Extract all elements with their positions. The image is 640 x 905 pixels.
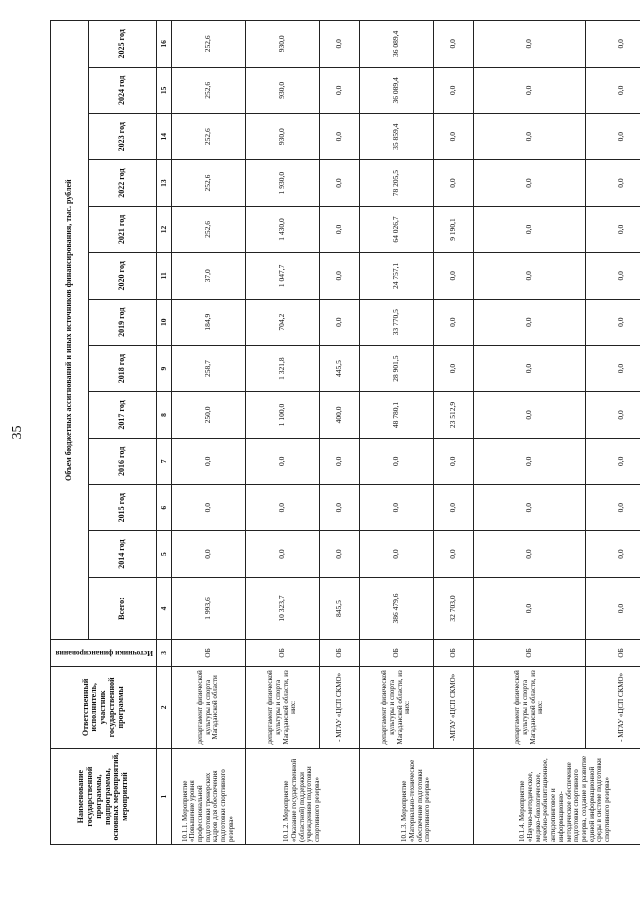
- row-value: 0,0: [474, 160, 586, 206]
- row-value: 37,0: [172, 253, 246, 299]
- row-value: 0,0: [586, 392, 640, 438]
- column-index: 2: [157, 666, 172, 749]
- row-source: ОБ: [434, 640, 474, 666]
- header-year: 2021 год: [89, 206, 157, 252]
- row-source: ОБ: [172, 640, 246, 666]
- row-value: 0,0: [320, 299, 360, 345]
- row-value: 704,2: [246, 299, 320, 345]
- column-index: 3: [157, 640, 172, 666]
- row-value: 0,0: [320, 253, 360, 299]
- row-name: 10.1.4. Мероприятие «Научно-методическое, медико-биологическое, лечебно-реабилитационное, антидопинговое и информационно-методическое обеспечение подготовки спортивного резерва, создание и развитие единой информационной среды в системе подготовки спортивного резерва»: [474, 749, 640, 845]
- row-value: 1 321,8: [246, 345, 320, 391]
- row-value: 0,0: [434, 160, 474, 206]
- row-value: 0,0: [586, 114, 640, 160]
- row-value: 0,0: [172, 485, 246, 531]
- row-value: 36 089,4: [360, 21, 434, 68]
- table-row: [246, 21, 320, 845]
- row-value: 0,0: [474, 67, 586, 113]
- row-value: 0,0: [434, 345, 474, 391]
- row-value: 0,0: [320, 438, 360, 484]
- row-executor: департамент физической культуры и спорта Магаданской области: [172, 666, 246, 749]
- header-year: 2018 год: [89, 345, 157, 391]
- header-name: Наименование государственной программы, подпрограммы, основных мероприятий, мероприятий: [51, 749, 157, 845]
- row-value: 0,0: [586, 160, 640, 206]
- row-executor: - МГАУ «ЦСП СКМО»: [586, 666, 640, 749]
- column-index: 1: [157, 749, 172, 845]
- row-value: 0,0: [320, 114, 360, 160]
- row-value: 36 089,4: [360, 67, 434, 113]
- row-value: 0,0: [434, 253, 474, 299]
- row-value: 1 930,0: [246, 160, 320, 206]
- table-row: [320, 21, 360, 845]
- row-value: 0,0: [474, 392, 586, 438]
- row-executor: департамент физической культуры и спорта Магаданской области, из них:: [246, 666, 320, 749]
- row-value: 0,0: [586, 577, 640, 640]
- table-row: [360, 21, 434, 845]
- row-value: 0,0: [474, 206, 586, 252]
- row-value: 0,0: [360, 438, 434, 484]
- row-value: 252,6: [172, 206, 246, 252]
- row-value: 23 512,9: [434, 392, 474, 438]
- rotated-page: [10, 20, 626, 845]
- row-value: 0,0: [586, 485, 640, 531]
- row-value: 0,0: [434, 299, 474, 345]
- row-value: 0,0: [360, 531, 434, 577]
- row-value: 24 757,1: [360, 253, 434, 299]
- row-value: 445,5: [320, 345, 360, 391]
- row-value: 0,0: [474, 577, 586, 640]
- row-value: 0,0: [586, 253, 640, 299]
- row-value: 0,0: [586, 345, 640, 391]
- row-value: 0,0: [434, 21, 474, 68]
- row-value: 930,0: [246, 21, 320, 68]
- row-executor: -МГАУ «ЦСП СКМО»: [434, 666, 474, 749]
- row-value: 1 047,7: [246, 253, 320, 299]
- row-value: 0,0: [434, 438, 474, 484]
- row-value: 0,0: [586, 438, 640, 484]
- column-index: 6: [157, 485, 172, 531]
- header-source: Источники финансирования: [51, 640, 157, 666]
- page-number: 35: [10, 425, 25, 440]
- row-value: 845,5: [320, 577, 360, 640]
- table-row: [474, 21, 586, 845]
- row-value: 252,6: [172, 21, 246, 68]
- row-source: ОБ: [586, 640, 640, 666]
- header-total: Всего:: [89, 577, 157, 640]
- header-year: 2016 год: [89, 438, 157, 484]
- column-index: 14: [157, 114, 172, 160]
- row-value: 1 993,6: [172, 577, 246, 640]
- column-index: 8: [157, 392, 172, 438]
- row-value: 252,6: [172, 114, 246, 160]
- row-value: 0,0: [474, 299, 586, 345]
- row-value: 0,0: [474, 253, 586, 299]
- header-year: 2014 год: [89, 531, 157, 577]
- row-value: 10 323,7: [246, 577, 320, 640]
- row-value: 78 205,5: [360, 160, 434, 206]
- row-value: 0,0: [246, 485, 320, 531]
- column-index: 10: [157, 299, 172, 345]
- row-value: 252,6: [172, 160, 246, 206]
- row-value: 0,0: [474, 438, 586, 484]
- header-year: 2024 год: [89, 67, 157, 113]
- row-executor: департамент физической культуры и спорта Магаданской области, из них:: [474, 666, 586, 749]
- row-value: 0,0: [434, 114, 474, 160]
- row-value: 0,0: [474, 21, 586, 68]
- column-index: 11: [157, 253, 172, 299]
- header-year: 2020 год: [89, 253, 157, 299]
- row-value: 0,0: [586, 531, 640, 577]
- row-value: 0,0: [586, 299, 640, 345]
- row-value: 258,7: [172, 345, 246, 391]
- row-value: 1 100,0: [246, 392, 320, 438]
- column-index: 12: [157, 206, 172, 252]
- row-value: 930,0: [246, 67, 320, 113]
- row-source: ОБ: [360, 640, 434, 666]
- row-value: 0,0: [474, 114, 586, 160]
- row-source: ОБ: [474, 640, 586, 666]
- row-value: 28 901,5: [360, 345, 434, 391]
- table-row: [586, 21, 640, 845]
- row-value: 32 703,0: [434, 577, 474, 640]
- column-index: 5: [157, 531, 172, 577]
- row-value: 0,0: [246, 438, 320, 484]
- header-year: 2015 год: [89, 485, 157, 531]
- row-value: 0,0: [246, 531, 320, 577]
- row-value: 35 859,4: [360, 114, 434, 160]
- row-value: 0,0: [586, 67, 640, 113]
- row-value: 250,0: [172, 392, 246, 438]
- row-value: 0,0: [434, 67, 474, 113]
- row-value: 0,0: [434, 485, 474, 531]
- row-value: 0,0: [586, 21, 640, 68]
- row-value: 0,0: [474, 345, 586, 391]
- row-value: 0,0: [172, 531, 246, 577]
- row-value: 33 770,5: [360, 299, 434, 345]
- column-index: 4: [157, 577, 172, 640]
- row-value: 0,0: [474, 485, 586, 531]
- row-value: 1 430,0: [246, 206, 320, 252]
- row-value: 0,0: [320, 21, 360, 68]
- row-name: 10.1.3. Мероприятие «Материально-техническое обеспечение подготовки спортивного резерва»: [360, 749, 474, 845]
- row-value: 400,0: [320, 392, 360, 438]
- row-executor: департамент физической культуры и спорта Магаданской области, из них:: [360, 666, 434, 749]
- row-value: 0,0: [320, 67, 360, 113]
- row-value: 0,0: [172, 438, 246, 484]
- row-value: 0,0: [434, 531, 474, 577]
- header-year: 2025 год: [89, 21, 157, 68]
- column-index: 7: [157, 438, 172, 484]
- row-name: 10.1.1. Мероприятие «Повышение уровня профессиональной подготовки тренерских кадров для обеспечения подготовки спортивного резерва»: [172, 749, 246, 845]
- row-executor: - МГАУ «ЦСП СКМО»: [320, 666, 360, 749]
- table-row: [172, 21, 246, 845]
- row-value: 386 479,6: [360, 577, 434, 640]
- financing-table: [50, 20, 640, 845]
- row-value: 0,0: [320, 485, 360, 531]
- row-source: ОБ: [320, 640, 360, 666]
- header-volume: Объем бюджетных ассигнований и иных источников финансирования, тыс. рублей: [51, 21, 89, 640]
- table-row: [434, 21, 474, 845]
- header-year: 2022 год: [89, 160, 157, 206]
- row-value: 0,0: [320, 206, 360, 252]
- row-value: 0,0: [320, 160, 360, 206]
- column-index: 9: [157, 345, 172, 391]
- row-value: 0,0: [586, 206, 640, 252]
- row-value: 0,0: [320, 531, 360, 577]
- row-source: ОБ: [246, 640, 320, 666]
- row-value: 0,0: [360, 485, 434, 531]
- header-year: 2017 год: [89, 392, 157, 438]
- row-value: 252,6: [172, 67, 246, 113]
- header-year: 2023 год: [89, 114, 157, 160]
- row-value: 0,0: [474, 531, 586, 577]
- column-index: 15: [157, 67, 172, 113]
- column-index: 16: [157, 21, 172, 68]
- row-value: 64 026,7: [360, 206, 434, 252]
- header-executor: Ответственный исполнитель, участник государственной программы: [51, 666, 157, 749]
- header-year: 2019 год: [89, 299, 157, 345]
- row-value: 930,0: [246, 114, 320, 160]
- row-value: 9 190,1: [434, 206, 474, 252]
- row-value: 48 780,1: [360, 392, 434, 438]
- row-value: 184,9: [172, 299, 246, 345]
- column-index: 13: [157, 160, 172, 206]
- row-name: 10.1.2. Мероприятие «Оказание государственной (областной) поддержки учреждениям подготовки спортивного резерва»: [246, 749, 360, 845]
